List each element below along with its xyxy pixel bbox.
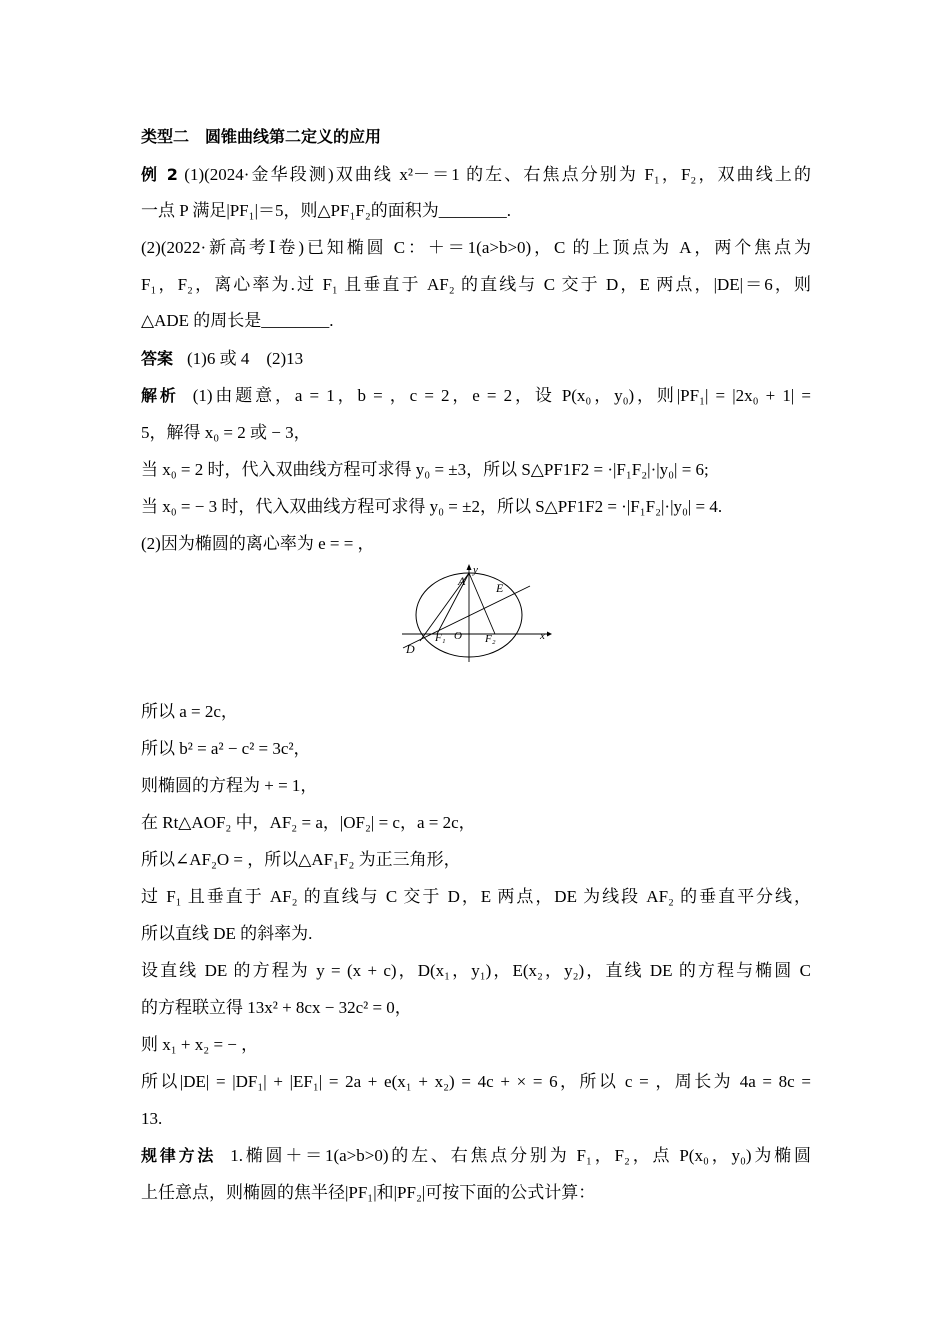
analysis-line-2: 5，解得 x₀ = 2 或 − 3，	[141, 423, 311, 442]
label-y: y	[473, 564, 478, 576]
label-A: A	[458, 574, 466, 588]
method-line-1	[141, 1143, 811, 1169]
y-axis-arrow	[467, 564, 472, 570]
answer-label: 答案	[141, 349, 174, 368]
example-line-4: F₁，F₂，离心率为.过 F₁ 且垂直于 AF₂ 的直线与 C 交于 D，E 两点，|DE|＝6，则	[141, 275, 811, 294]
x-axis-arrow	[547, 632, 552, 637]
analysis-line-1	[141, 383, 811, 409]
solution-line-1: 所以 a = 2c，	[141, 702, 238, 721]
example-text-1: (1)(2024·金华段测)双曲线 x²－＝1 的左、右焦点分别为 F₁，F₂，双曲线上的	[184, 165, 811, 184]
section-heading: 类型二 圆锥曲线第二定义的应用	[141, 127, 382, 146]
solution-line-9: 的方程联立得 13x² + 8cx − 32c² = 0，	[141, 998, 412, 1017]
solution-line-11: 所以|DE| = |DF₁| + |EF₁| = 2a + e(x₁ + x₂) = 4c + × = 6，所以 c = ，周长为 4a = 8c =	[141, 1072, 811, 1091]
analysis-line-5: (2)因为椭圆的离心率为 e = = ，	[141, 534, 375, 553]
label-x: x	[540, 630, 545, 642]
label-O: O	[454, 630, 462, 642]
solution-line-10: 则 x₁ + x₂ = − ，	[141, 1035, 259, 1054]
solution-line-5: 所以∠AF₂O = ，所以△AF₁F₂ 为正三角形，	[141, 850, 461, 869]
solution-line-4: 在 Rt△AOF₂ 中，AF₂ = a，|OF₂| = c，a = 2c，	[141, 813, 476, 832]
segment-AF2	[469, 573, 495, 634]
answer-line	[141, 346, 811, 372]
example-label: 例 2	[141, 165, 178, 184]
solution-line-8: 设直线 DE 的方程为 y = (x + c)，D(x₁，y₁)，E(x₂，y₂)，直线 DE 的方程与椭圆 C	[141, 961, 811, 980]
method-text-1: 1.椭圆＋＝1(a>b>0)的左、右焦点分别为 F₁，F₂，点 P(x₀，y₀)为椭圆	[230, 1146, 811, 1165]
label-E: E	[496, 581, 504, 595]
example-line-2: 一点 P 满足|PF₁|＝5，则△PF₁F₂的面积为________.	[141, 201, 512, 220]
method-label: 规律方法	[141, 1146, 217, 1165]
analysis-text-1: (1)由题意，a = 1，b = ，c = 2，e = 2，设 P(x₀，y₀)，则|PF₁| = |2x₀ + 1| =	[192, 386, 811, 405]
solution-line-7: 所以直线 DE 的斜率为.	[141, 924, 313, 943]
example-line-5: △ADE 的周长是________.	[141, 311, 334, 330]
analysis-label: 解析	[141, 386, 179, 405]
label-F2: F₂	[485, 633, 496, 645]
solution-line-6: 过 F₁ 且垂直于 AF₂ 的直线与 C 交于 D，E 两点，DE 为线段 AF₂ 的垂直平分线，	[141, 887, 811, 906]
solution-line-3: 则椭圆的方程为 + = 1，	[141, 776, 318, 795]
method-line-2: 上任意点，则椭圆的焦半径|PF₁|和|PF₂|可按下面的公式计算：	[141, 1183, 596, 1202]
ellipse-figure	[397, 562, 557, 662]
solution-line-12: 13.	[141, 1109, 163, 1128]
example-line-3: (2)(2022·新高考Ⅰ卷)已知椭圆 C：＋＝1(a>b>0)，C 的上顶点为 A，两个焦点为	[141, 238, 811, 257]
solution-line-2: 所以 b² = a² − c² = 3c²，	[141, 739, 311, 758]
example-line-1	[141, 162, 811, 188]
label-F1: F₁	[435, 632, 446, 644]
analysis-line-3: 当 x₀ = 2 时，代入双曲线方程可求得 y₀ = ±3，所以 S△PF1F2 = ·|F₁F₂|·|y₀| = 6;	[141, 460, 709, 479]
label-D: D	[406, 642, 415, 656]
answer-text: (1)6 或 4 (2)13	[187, 349, 304, 368]
analysis-line-4: 当 x₀ = − 3 时，代入双曲线方程可求得 y₀ = ±2，所以 S△PF1F2 = ·|F₁F₂|·|y₀| = 4.	[141, 497, 723, 516]
